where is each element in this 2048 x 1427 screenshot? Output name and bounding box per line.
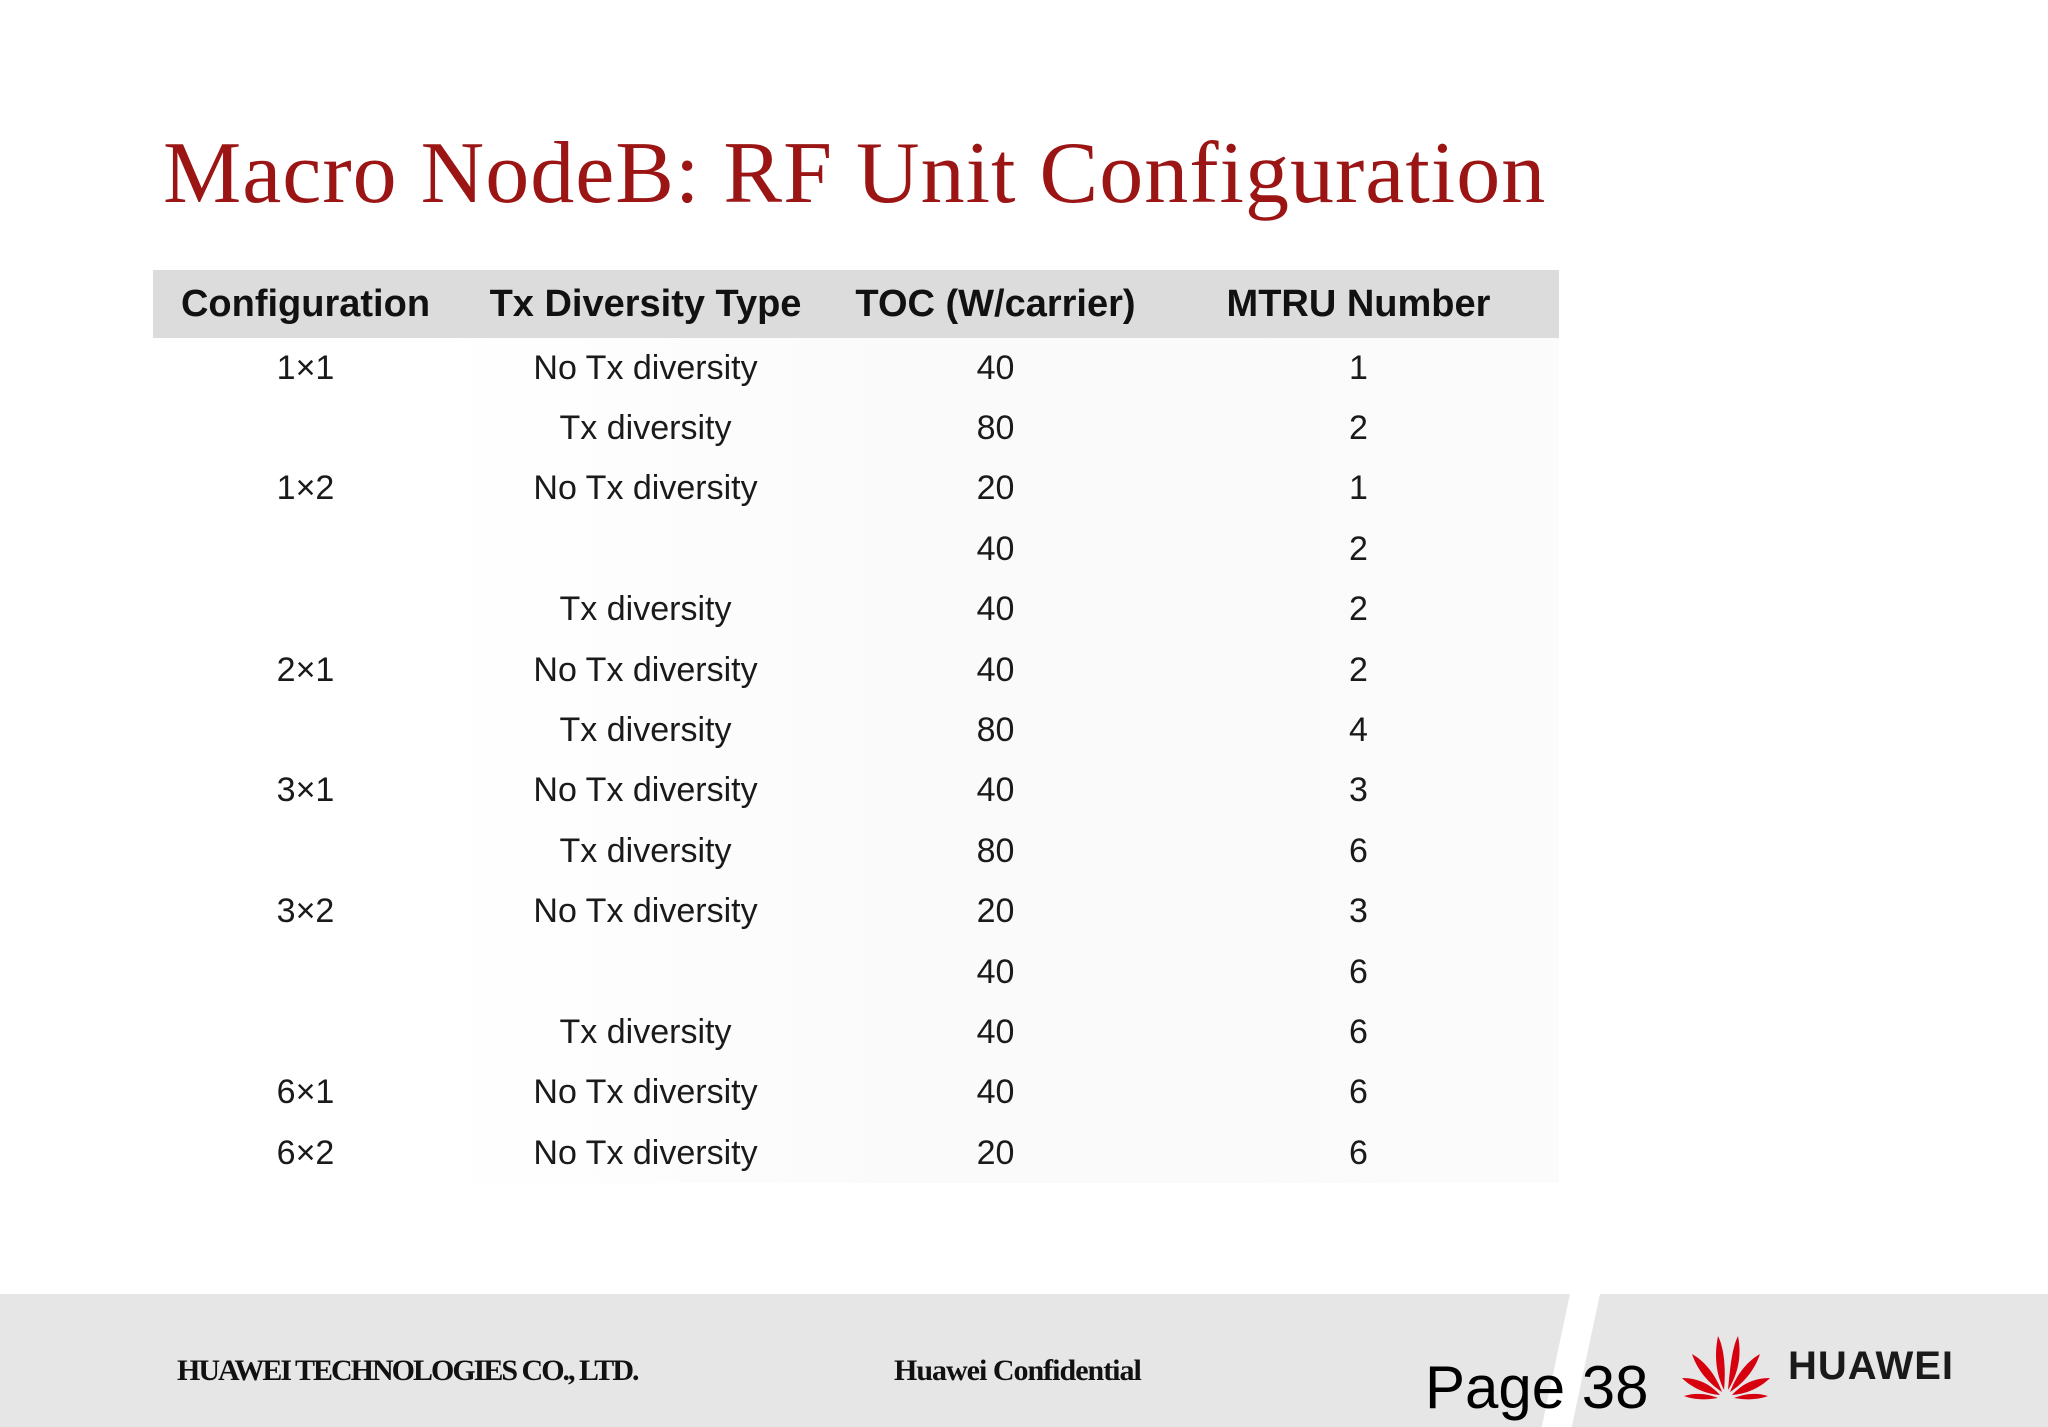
cell-toc: 80 <box>976 711 1015 750</box>
rf-unit-config-table <box>153 270 1559 1183</box>
huawei-brand <box>1680 1328 1990 1408</box>
cell-tx-diversity-type: No Tx diversity <box>533 1073 758 1112</box>
cell-tx-diversity-type: Tx diversity <box>559 590 732 629</box>
cell-configuration: 1×1 <box>276 348 335 387</box>
cell-configuration <box>153 580 458 640</box>
table-row <box>153 398 1559 458</box>
cell-configuration: 2×1 <box>276 650 335 689</box>
cell-toc: 40 <box>976 590 1015 629</box>
cell-mtru-number: 6 <box>1349 952 1368 991</box>
cell-tx-diversity-type <box>458 942 833 1002</box>
table-row <box>153 1002 1559 1062</box>
cell-configuration <box>153 821 458 881</box>
cell-tx-diversity-type: No Tx diversity <box>533 771 758 810</box>
cell-tx-diversity-type: No Tx diversity <box>533 1133 758 1172</box>
page-number: Page 38 <box>1425 1354 1649 1421</box>
cell-tx-diversity-type: No Tx diversity <box>533 469 758 508</box>
cell-tx-diversity-type: Tx diversity <box>559 409 732 448</box>
table-row <box>153 821 1559 881</box>
huawei-petal-logo-icon <box>1680 1328 1772 1408</box>
cell-tx-diversity-type: No Tx diversity <box>533 650 758 689</box>
cell-tx-diversity-type: Tx diversity <box>559 1012 732 1051</box>
table-row <box>153 882 1559 942</box>
cell-configuration: 1×2 <box>276 469 335 508</box>
table-row <box>153 580 1559 640</box>
slide-title: Macro NodeB: RF Unit Configuration <box>163 125 1547 222</box>
cell-configuration: 6×1 <box>276 1073 335 1112</box>
cell-toc: 40 <box>976 952 1015 991</box>
cell-configuration <box>153 398 458 458</box>
config-table-container <box>153 270 1559 1183</box>
cell-configuration <box>153 942 458 1002</box>
table-row <box>153 761 1559 821</box>
cell-mtru-number: 1 <box>1349 469 1368 508</box>
cell-configuration <box>153 519 458 579</box>
cell-toc: 40 <box>976 1073 1015 1112</box>
cell-mtru-number: 2 <box>1349 650 1368 689</box>
cell-mtru-number: 4 <box>1349 711 1368 750</box>
cell-toc: 40 <box>976 1012 1015 1051</box>
table-row <box>153 1063 1559 1123</box>
cell-mtru-number: 3 <box>1349 771 1368 810</box>
cell-configuration: 6×2 <box>276 1133 335 1172</box>
cell-toc: 40 <box>976 771 1015 810</box>
header-tx-diversity-type: Tx Diversity Type <box>489 282 802 325</box>
header-mtru-number: MTRU Number <box>1226 282 1491 325</box>
table-row <box>153 519 1559 579</box>
header-configuration: Configuration <box>180 282 431 325</box>
cell-toc: 20 <box>976 469 1015 508</box>
cell-mtru-number: 6 <box>1349 1073 1368 1112</box>
cell-toc: 80 <box>976 409 1015 448</box>
cell-configuration <box>153 700 458 760</box>
cell-toc: 40 <box>976 348 1015 387</box>
cell-toc: 20 <box>976 1133 1015 1172</box>
header-toc: TOC (W/carrier) <box>855 282 1136 325</box>
table-row <box>153 338 1559 398</box>
cell-toc: 40 <box>976 529 1015 568</box>
cell-configuration: 3×1 <box>276 771 335 810</box>
cell-mtru-number: 2 <box>1349 409 1368 448</box>
cell-tx-diversity-type: Tx diversity <box>559 711 732 750</box>
cell-mtru-number: 3 <box>1349 892 1368 931</box>
cell-tx-diversity-type <box>458 519 833 579</box>
cell-tx-diversity-type: Tx diversity <box>559 831 732 870</box>
cell-mtru-number: 2 <box>1349 590 1368 629</box>
cell-configuration <box>153 1002 458 1062</box>
cell-toc: 40 <box>976 650 1015 689</box>
table-header-row <box>153 270 1559 338</box>
cell-mtru-number: 6 <box>1349 1012 1368 1051</box>
cell-mtru-number: 1 <box>1349 348 1368 387</box>
brand-name: HUAWEI <box>1788 1344 1954 1388</box>
table-row <box>153 640 1559 700</box>
cell-mtru-number: 2 <box>1349 529 1368 568</box>
table-row <box>153 459 1559 519</box>
cell-tx-diversity-type: No Tx diversity <box>533 892 758 931</box>
table-row <box>153 942 1559 1002</box>
footer-company-name: HUAWEI TECHNOLOGIES CO., LTD. <box>177 1354 638 1387</box>
footer-confidential-label: Huawei Confidential <box>894 1354 1141 1387</box>
cell-toc: 20 <box>976 892 1015 931</box>
cell-configuration: 3×2 <box>276 892 335 931</box>
table-row <box>153 1123 1559 1183</box>
cell-toc: 80 <box>976 831 1015 870</box>
cell-mtru-number: 6 <box>1349 831 1368 870</box>
cell-mtru-number: 6 <box>1349 1133 1368 1172</box>
cell-tx-diversity-type: No Tx diversity <box>533 348 758 387</box>
table-row <box>153 700 1559 760</box>
